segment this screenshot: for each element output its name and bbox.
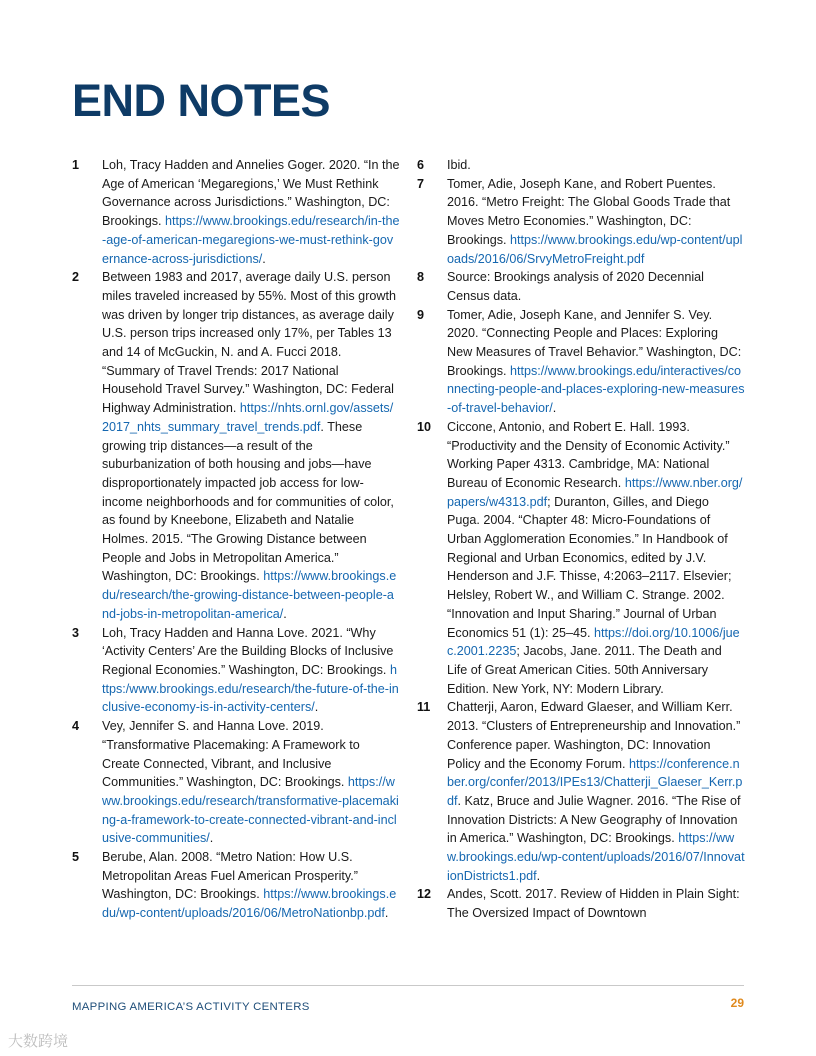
endnote-text-after: .	[552, 401, 557, 416]
endnote-number: 5	[72, 850, 80, 865]
endnote-text: Berube, Alan. 2008. “Metro Nation: How U.S. Metropolitan Areas Fuel American Prosperity.” Washington, DC: Brookings.	[102, 850, 358, 902]
endnote	[72, 717, 400, 848]
page-title: END NOTES	[72, 75, 331, 126]
endnotes-column-right	[417, 156, 745, 923]
endnote	[417, 885, 745, 922]
endnote-text-after: ; Duranton, Gilles, and Diego Puga. 2004. “Chapter 48: Micro-Foundations of Urban Agglomeration Economies.” In Handbook of Regional and Urban Economics, edited by J.V. Henderson and J.F. Thisse, 4:2063–2117. Elsevier; Helsley, Robert W., and William C. Strange. 2002. “Innovation and Input Sharing.” Journal of Urban Economics 51 (1): 25–45.	[447, 494, 732, 640]
endnotes-column-left	[72, 156, 400, 923]
endnote-text: Between 1983 and 2017, average daily U.S. person miles traveled increased by 55%. Most of this growth was driven by longer trip distances, as average daily U.S. person trips increased only 17%, per Tables 13 and 14 of McGuckin, N. and A. Fucci 2018. “Summary of Travel Trends: 2017 National Household Travel Survey.” Washington, DC: Federal Highway Administration.	[102, 270, 396, 416]
endnote-text: Loh, Tracy Hadden and Annelies Goger. 2020. “In the Age of American ‘Megaregions,’ We Must Rethink Governance across Jurisdictions.” Washington, DC: Brookings.	[102, 158, 400, 229]
endnote	[417, 175, 745, 269]
endnote-number: 4	[72, 719, 80, 734]
endnote	[72, 156, 400, 268]
endnote-number: 9	[417, 307, 425, 322]
endnote	[417, 698, 745, 885]
endnote-link[interactable]: https://www.brookings.edu/research/transformative-placemaking-a-framework-to-create-connected-vibrant-and-inclusive-communities/	[102, 775, 399, 846]
endnote-text-after: .	[283, 606, 287, 621]
page-number: 29	[730, 996, 744, 1010]
endnote-text: Vey, Jennifer S. and Hanna Love. 2019. “Transformative Placemaking: A Framework to Create Connected, Vibrant, and Inclusive Communities.” Washington, DC: Brookings.	[102, 719, 360, 790]
endnote-number: 2	[72, 270, 80, 285]
endnote-number: 11	[417, 700, 431, 715]
endnote	[417, 156, 745, 175]
endnote	[72, 268, 400, 623]
footer-divider	[72, 985, 744, 986]
endnote-text: Loh, Tracy Hadden and Hanna Love. 2021. “Why ‘Activity Centers’ Are the Building Blocks of Inclusive Regional Economies.” Washington, DC: Brookings.	[102, 625, 394, 677]
endnote-link[interactable]: https://www.brookings.edu/research/the-growing-distance-between-people-and-jobs-in-metropolitan-america/	[102, 569, 397, 621]
endnote-text: Tomer, Adie, Joseph Kane, and Robert Puentes. 2016. “Metro Freight: The Global Goods Trade that Moves Metro Economies.” Washington, DC: Brookings.	[447, 176, 731, 247]
endnote-text: Source: Brookings analysis of 2020 Decennial Census data.	[447, 270, 704, 303]
endnote-text-after: ; Jacobs, Jane. 2011. The Death and Life of Great American Cities. 50th Anniversary Edition. New York, NY: Modern Library.	[447, 644, 722, 696]
endnote	[72, 624, 400, 718]
endnote-number: 12	[417, 887, 432, 902]
endnote-link[interactable]: https://nhts.ornl.gov/assets/2017_nhts_summary_travel_trends.pdf	[102, 401, 394, 434]
endnote-link[interactable]: https:/www.brookings.edu/research/the-future-of-the-inclusive-economy-is-in-activity-centers/	[102, 662, 399, 715]
endnote-link[interactable]: https://www.brookings.edu/wp-content/uploads/2016/07/InnovationDistricts1.pdf	[447, 831, 745, 883]
endnote	[72, 848, 400, 923]
endnote-link[interactable]: https://www.brookings.edu/research/in-the-age-of-american-megaregions-we-must-rethink-governance-across-jurisdictions/	[102, 214, 400, 266]
endnote-link[interactable]: https://conference.nber.org/confer/2013/IPEs13/Chatterji_Glaeser_Kerr.pdf	[447, 756, 743, 808]
endnote-text-after: .	[384, 906, 389, 921]
endnote	[417, 268, 745, 305]
endnote-number: 7	[417, 176, 425, 191]
endnote	[417, 306, 745, 418]
endnote-text-after: .	[314, 700, 319, 715]
footer-report-title: MAPPING AMERICA’S ACTIVITY CENTERS	[72, 1001, 310, 1013]
endnote-link[interactable]: https://doi.org/10.1006/juec.2001.2235	[447, 625, 740, 659]
endnote-text-after: .	[209, 831, 214, 846]
endnote	[417, 418, 745, 699]
endnote-link[interactable]: https://www.nber.org/papers/w4313.pdf	[447, 475, 743, 509]
endnote-number: 1	[72, 158, 80, 172]
endnote-link[interactable]: https://www.brookings.edu/interactives/connecting-people-and-places-exploring-new-measures-of-travel-behavior/	[447, 363, 745, 416]
endnote-link[interactable]: https://www.brookings.edu/wp-content/uploads/2016/06/MetroNationbp.pdf	[102, 887, 397, 921]
endnote-number: 8	[417, 270, 425, 285]
endnote-text-after: . These growing trip distances—a result of the suburbanization of both housing and jobs—have disproportionately impacted job access for low-income neighborhoods and for communities of color, as found by Kneebone, Elizabeth and Natalie Holmes. 2015. “The Growing Distance between People and Jobs in Metropolitan America.” Washington, DC: Brookings.	[102, 419, 394, 584]
watermark-logo: 大数跨境	[8, 1032, 69, 1050]
endnote-number: 10	[417, 419, 432, 434]
endnote-text: Chatterji, Aaron, Edward Glaeser, and William Kerr. 2013. “Clusters of Entrepreneurship and Innovation.” Conference paper. Washington, DC: Innovation Policy and the Economy Forum.	[447, 700, 741, 771]
endnote-text-after: .	[536, 868, 541, 883]
endnote-text-after: .	[262, 251, 266, 266]
endnote-text: Andes, Scott. 2017. Review of Hidden in Plain Sight: The Oversized Impact of Downtown	[447, 887, 740, 921]
endnote-number: 3	[72, 625, 80, 640]
endnote-text-after: . Katz, Bruce and Julie Wagner. 2016. “The Rise of Innovation Districts: A New Geography of Innovation in America.” Washington, DC: Brookings.	[447, 793, 741, 846]
endnote-link[interactable]: https://www.brookings.edu/wp-content/uploads/2016/06/SrvyMetroFreight.pdf	[447, 232, 743, 266]
endnote-text: Tomer, Adie, Joseph Kane, and Jennifer S. Vey. 2020. “Connecting People and Places: Exploring New Measures of Travel Behavior.” Washington, DC: Brookings.	[447, 307, 742, 378]
endnote-text: Ibid.	[447, 158, 471, 172]
endnote-number: 6	[417, 158, 425, 172]
endnote-text: Ciccone, Antonio, and Robert E. Hall. 1993. “Productivity and the Density of Economic Activity.” Working Paper 4313. Cambridge, MA: National Bureau of Economic Research.	[447, 419, 730, 490]
